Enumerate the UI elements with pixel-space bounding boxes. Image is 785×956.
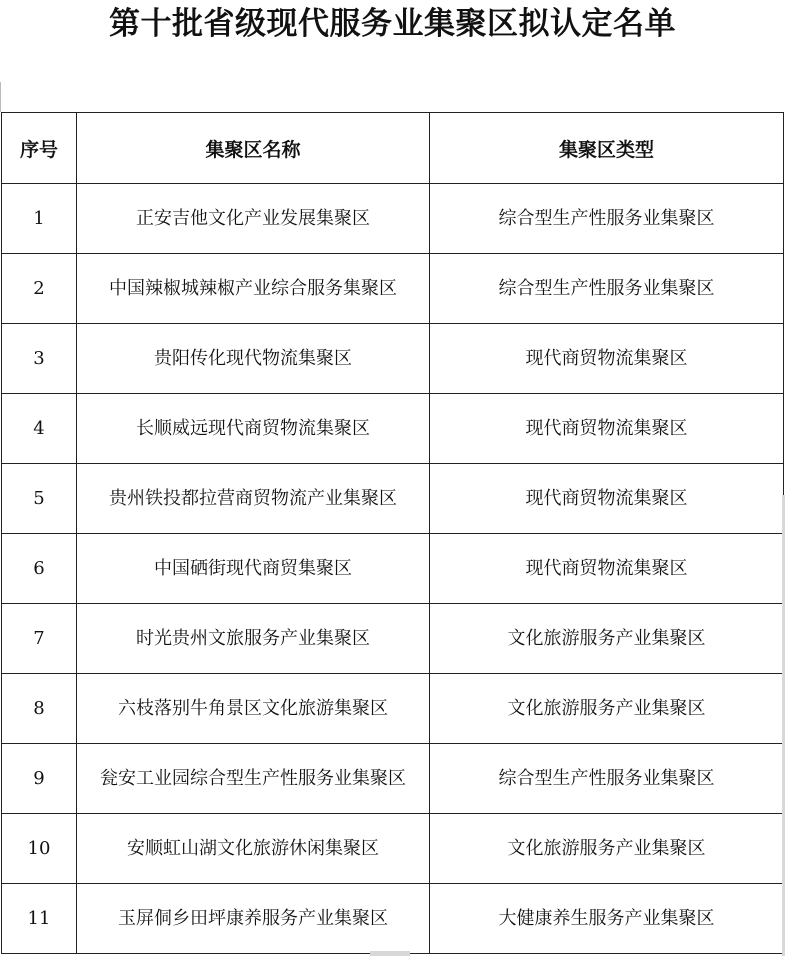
cluster-list-table bbox=[1, 112, 784, 954]
row-type: 现代商贸物流集聚区 bbox=[430, 464, 784, 534]
table-row bbox=[2, 744, 784, 814]
left-margin-rule bbox=[0, 82, 1, 112]
header-name: 集聚区名称 bbox=[77, 113, 430, 184]
table-row bbox=[2, 884, 784, 954]
row-no: 1 bbox=[2, 184, 77, 254]
row-type: 现代商贸物流集聚区 bbox=[430, 324, 784, 394]
row-type: 文化旅游服务产业集聚区 bbox=[430, 604, 784, 674]
table-body bbox=[2, 184, 784, 954]
row-no: 10 bbox=[2, 814, 77, 884]
row-type: 综合型生产性服务业集聚区 bbox=[430, 744, 784, 814]
table-row bbox=[2, 394, 784, 464]
table-row bbox=[2, 324, 784, 394]
row-name: 安顺虹山湖文化旅游休闲集聚区 bbox=[77, 814, 430, 884]
row-name: 六枝落别牛角景区文化旅游集聚区 bbox=[77, 674, 430, 744]
row-type: 现代商贸物流集聚区 bbox=[430, 394, 784, 464]
row-name: 玉屏侗乡田坪康养服务产业集聚区 bbox=[77, 884, 430, 954]
table-row bbox=[2, 604, 784, 674]
page-title: 第十批省级现代服务业集聚区拟认定名单 bbox=[109, 6, 676, 42]
row-no: 4 bbox=[2, 394, 77, 464]
row-name: 正安吉他文化产业发展集聚区 bbox=[77, 184, 430, 254]
row-name: 长顺威远现代商贸物流集聚区 bbox=[77, 394, 430, 464]
table-row bbox=[2, 464, 784, 534]
row-type: 文化旅游服务产业集聚区 bbox=[430, 674, 784, 744]
row-name: 贵阳传化现代物流集聚区 bbox=[77, 324, 430, 394]
row-type: 综合型生产性服务业集聚区 bbox=[430, 254, 784, 324]
row-no: 2 bbox=[2, 254, 77, 324]
row-no: 11 bbox=[2, 884, 77, 954]
header-no: 序号 bbox=[2, 113, 77, 184]
table-header bbox=[2, 113, 784, 184]
row-no: 6 bbox=[2, 534, 77, 604]
row-no: 8 bbox=[2, 674, 77, 744]
row-name: 瓮安工业园综合型生产性服务业集聚区 bbox=[77, 744, 430, 814]
row-no: 3 bbox=[2, 324, 77, 394]
header-row bbox=[2, 113, 784, 184]
page-bottom-marker bbox=[370, 951, 410, 956]
row-no: 9 bbox=[2, 744, 77, 814]
row-no: 5 bbox=[2, 464, 77, 534]
row-type: 综合型生产性服务业集聚区 bbox=[430, 184, 784, 254]
header-type: 集聚区类型 bbox=[430, 113, 784, 184]
row-name: 贵州铁投都拉营商贸物流产业集聚区 bbox=[77, 464, 430, 534]
row-no: 7 bbox=[2, 604, 77, 674]
row-type: 文化旅游服务产业集聚区 bbox=[430, 814, 784, 884]
row-type: 现代商贸物流集聚区 bbox=[430, 534, 784, 604]
row-name: 中国辣椒城辣椒产业综合服务集聚区 bbox=[77, 254, 430, 324]
table-row bbox=[2, 674, 784, 744]
table-row bbox=[2, 184, 784, 254]
row-name: 时光贵州文旅服务产业集聚区 bbox=[77, 604, 430, 674]
table-row bbox=[2, 814, 784, 884]
table-row bbox=[2, 534, 784, 604]
row-type: 大健康养生服务产业集聚区 bbox=[430, 884, 784, 954]
row-name: 中国硒街现代商贸集聚区 bbox=[77, 534, 430, 604]
table-row bbox=[2, 254, 784, 324]
